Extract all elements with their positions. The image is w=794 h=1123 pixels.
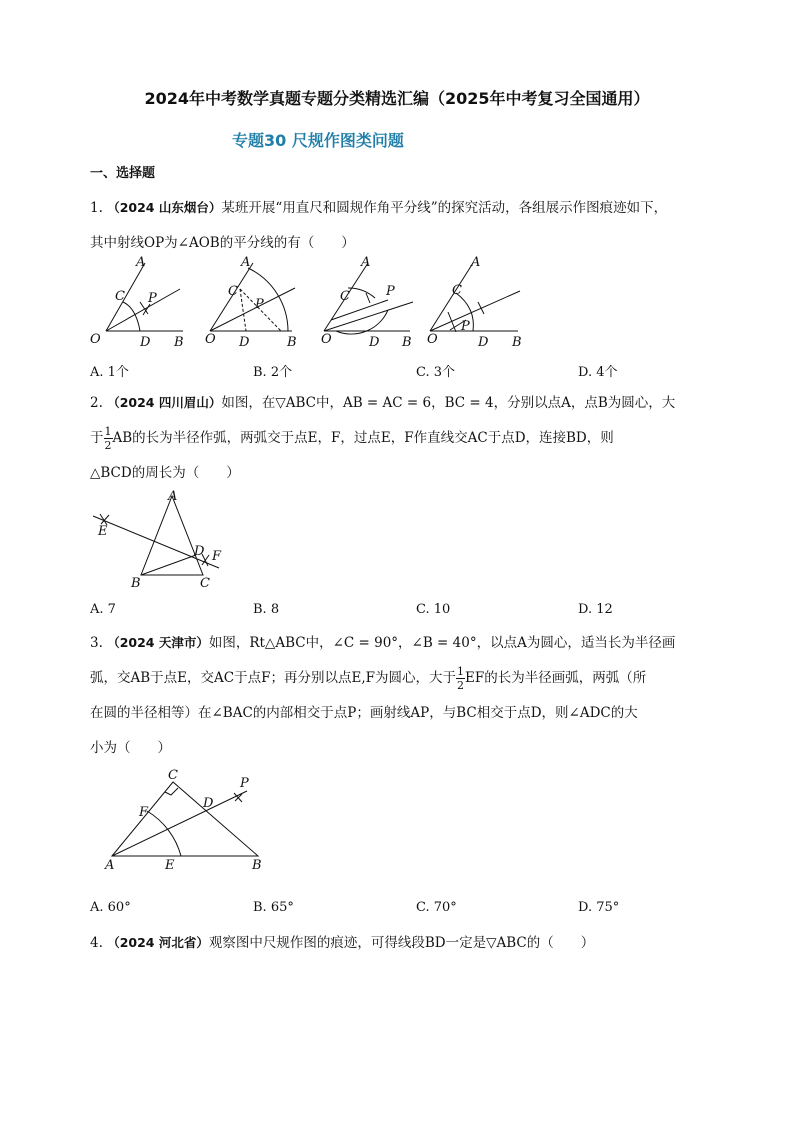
- q2-frac-num: 1: [104, 425, 112, 438]
- q1-f2-label-O: O: [205, 332, 216, 347]
- q2-figure: [88, 488, 228, 588]
- q2-number: 2.: [90, 395, 103, 411]
- q3-label-P: P: [240, 776, 249, 791]
- q1-f2-label-P: P: [255, 297, 264, 312]
- q2-frac-den: 2: [104, 439, 112, 452]
- q3-line4: 小为（ ）: [90, 740, 171, 756]
- q1-option-d[interactable]: D. 4个: [578, 365, 618, 380]
- q2-line2-pre: 于: [90, 430, 104, 446]
- q1-source: （2024 山东烟台）: [107, 200, 222, 215]
- q1-f4-label-A: A: [471, 255, 481, 270]
- document-title: 2024年中考数学真题专题分类精选汇编（2025年中考复习全国通用）: [144, 89, 650, 108]
- q1-f3-label-C: C: [340, 289, 350, 304]
- q1-option-a[interactable]: A. 1个: [90, 365, 129, 380]
- q3-line2-post: EF的长为半径画弧，两弧（所: [464, 670, 647, 686]
- q4-source: （2024 河北省）: [107, 935, 209, 950]
- q3-line1: 如图，Rt△ABC中，∠C = 90°，∠B = 40°，以点A为圆心，适当长为半径画: [208, 635, 676, 651]
- q2-label-F: F: [212, 549, 222, 564]
- q1-f3-label-A: A: [361, 255, 371, 270]
- q3-label-D: D: [203, 796, 214, 811]
- q3-number: 3.: [90, 635, 103, 651]
- topic-subtitle: 专题30 尺规作图类问题: [232, 131, 404, 150]
- q2-label-D: D: [194, 544, 205, 559]
- q1-line2: 其中射线OP为∠AOB的平分线的有（ ）: [90, 235, 355, 251]
- q2-label-A: A: [168, 489, 178, 504]
- q1-f2-label-B: B: [287, 335, 297, 350]
- q1-f4-label-O: O: [427, 332, 438, 347]
- q2-fraction: [104, 425, 113, 452]
- question-4-text: [90, 925, 710, 961]
- q4-number: 4.: [90, 935, 103, 951]
- q1-f1-label-A: A: [136, 255, 146, 270]
- q1-f3-label-B: B: [402, 335, 412, 350]
- q1-f1-label-B: B: [174, 335, 184, 350]
- q3-source: （2024 天津市）: [107, 635, 209, 650]
- q3-label-A: A: [105, 858, 115, 873]
- q3-frac-num: 1: [456, 665, 464, 678]
- q1-f2-label-D: D: [239, 335, 250, 350]
- q3-option-b[interactable]: B. 65°: [253, 900, 294, 915]
- q2-option-d[interactable]: D. 12: [578, 602, 613, 617]
- q1-figure-2: [210, 263, 295, 331]
- q1-figure-3: [324, 263, 413, 334]
- q1-figures: [88, 250, 538, 350]
- q1-f3-label-O: O: [321, 332, 332, 347]
- q1-f3-label-D: D: [369, 335, 380, 350]
- q1-f2-label-A: A: [241, 255, 251, 270]
- q3-fraction: [456, 665, 465, 692]
- q1-f1-label-O: O: [90, 332, 101, 347]
- question-3-text: [90, 625, 710, 766]
- q2-label-C: C: [200, 576, 210, 588]
- q3-option-c[interactable]: C. 70°: [416, 900, 457, 915]
- q1-option-b[interactable]: B. 2个: [253, 365, 293, 380]
- q3-label-B: B: [252, 858, 262, 873]
- q1-figure-4: [430, 263, 520, 332]
- q1-line1: 某班开展“用直尺和圆规作角平分线”的探究活动，各组展示作图痕迹如下，: [221, 200, 668, 216]
- q2-label-B: B: [131, 576, 141, 588]
- q1-f4-label-C: C: [452, 283, 462, 298]
- q3-frac-den: 2: [456, 679, 464, 692]
- q3-label-C: C: [168, 768, 178, 783]
- q3-figure: [95, 765, 265, 875]
- q1-number: 1.: [90, 200, 103, 216]
- q3-option-d[interactable]: D. 75°: [578, 900, 620, 915]
- q2-source: （2024 四川眉山）: [107, 395, 222, 410]
- q3-label-F: F: [139, 805, 149, 820]
- q3-line2-pre: 弧，交AB于点E，交AC于点F；再分别以点E,F为圆心，大于: [90, 670, 456, 686]
- q2-line1: 如图，在▽ABC中，AB = AC = 6，BC = 4，分别以点A，点B为圆心，大: [221, 395, 676, 411]
- question-2-text: [90, 385, 710, 491]
- q1-option-c[interactable]: C. 3个: [416, 365, 456, 380]
- q1-f4-label-B: B: [512, 335, 522, 350]
- q1-f2-label-C: C: [228, 284, 238, 299]
- q3-label-E: E: [165, 858, 175, 873]
- q2-option-a[interactable]: A. 7: [90, 602, 116, 617]
- q1-f4-label-P: P: [461, 319, 470, 334]
- section-heading: 一、选择题: [90, 166, 156, 181]
- q1-f4-label-D: D: [478, 335, 489, 350]
- q1-f3-label-P: P: [386, 284, 395, 299]
- q2-line3: △BCD的周长为（ ）: [90, 465, 240, 481]
- q1-f1-label-C: C: [115, 289, 125, 304]
- q3-line3: 在圆的半径相等）在∠BAC的内部相交于点P；画射线AP，与BC相交于点D，则∠ADC的大: [90, 705, 638, 721]
- q2-line2-post: AB的长为半径作弧，两弧交于点E，F，过点E，F作直线交AC于点D，连接BD，则: [112, 430, 614, 446]
- q1-f1-label-P: P: [148, 291, 157, 306]
- q2-option-b[interactable]: B. 8: [253, 602, 280, 617]
- q4-line1: 观察图中尺规作图的痕迹，可得线段BD一定是▽ABC的（ ）: [208, 935, 595, 951]
- q1-f1-label-D: D: [140, 335, 151, 350]
- q2-option-c[interactable]: C. 10: [416, 602, 451, 617]
- q2-label-E: E: [98, 524, 108, 539]
- q3-option-a[interactable]: A. 60°: [90, 900, 131, 915]
